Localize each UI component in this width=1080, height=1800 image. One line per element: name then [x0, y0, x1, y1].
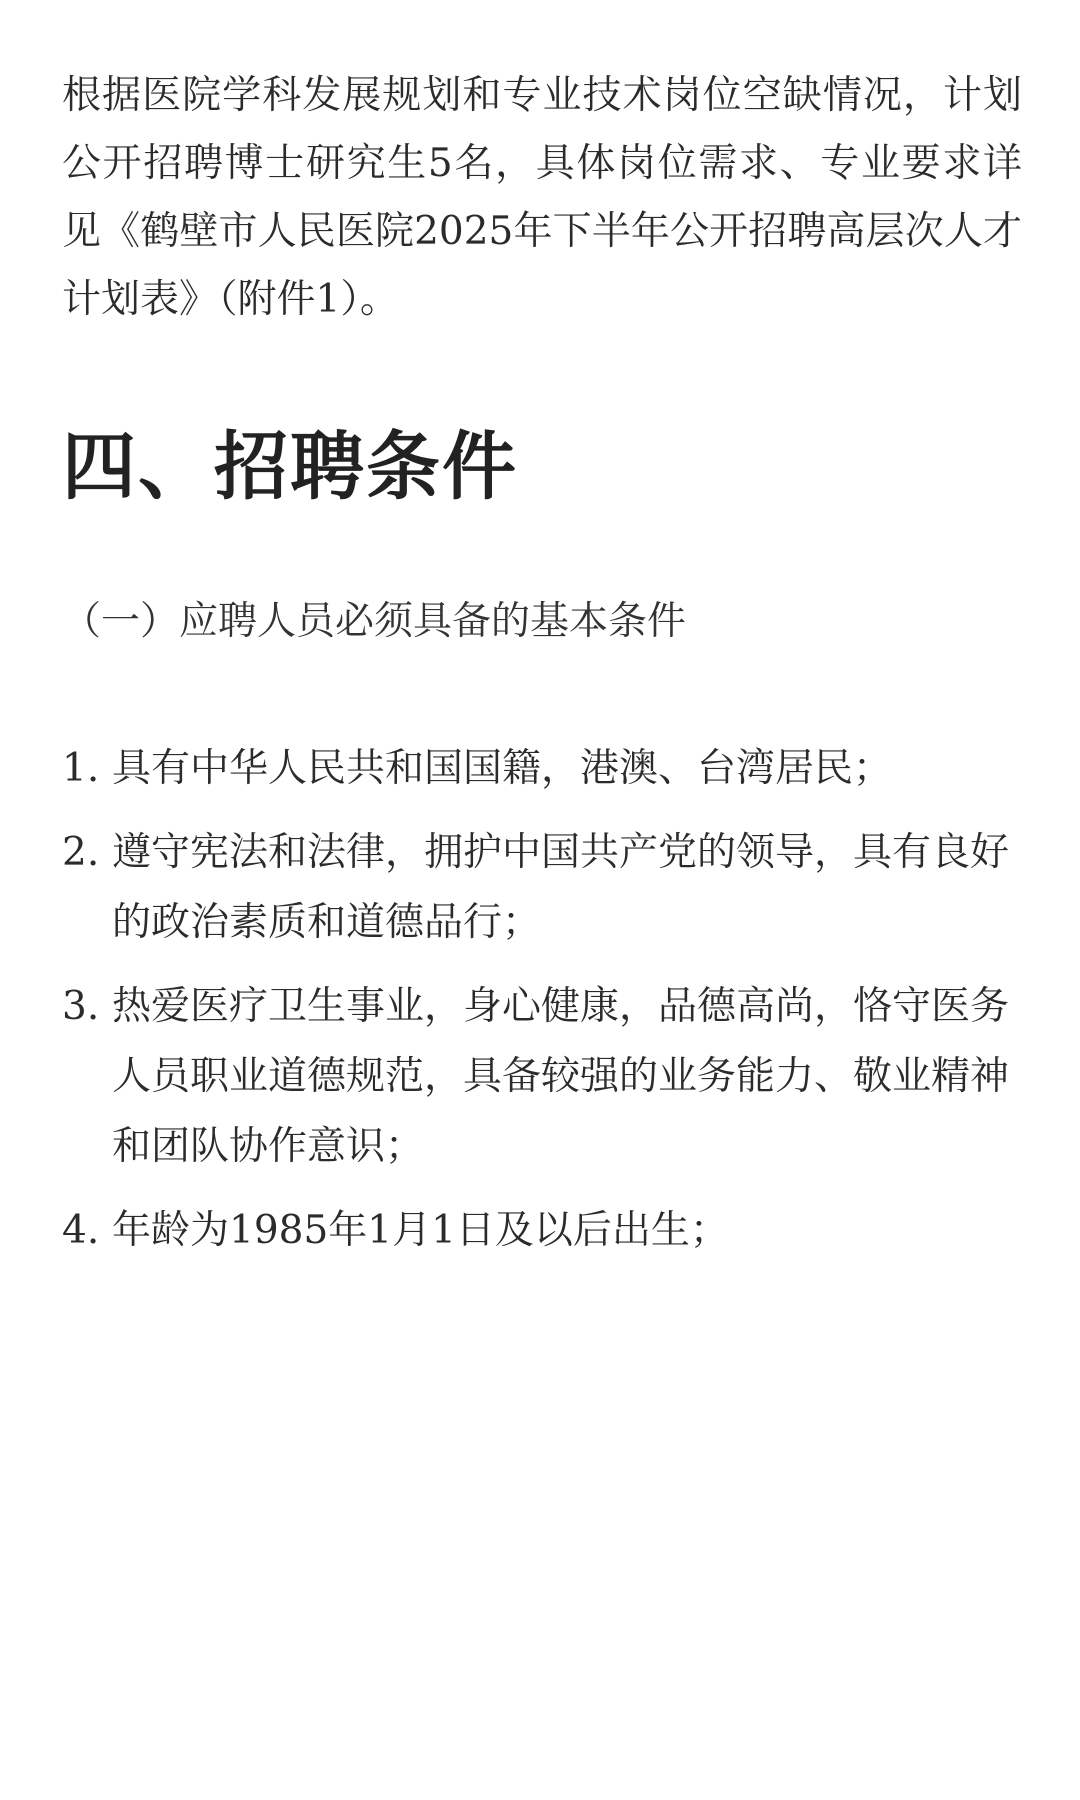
intro-paragraph: 根据医院学科发展规划和专业技术岗位空缺情况，计划公开招聘博士研究生5名，具体岗位需求、专业要求详见《鹤壁市人民医院2025年下半年公开招聘高层次人才计划表》（附件1）。 [62, 73, 1022, 322]
list-item [62, 1196, 1022, 1266]
list-item-number: 1. [62, 746, 100, 791]
article-body [62, 62, 1022, 1280]
subsection-heading: （一）应聘人员必须具备的基本条件 [62, 599, 687, 644]
list-item-number: 2. [62, 830, 100, 875]
list-item-text: 遵守宪法和法律，拥护中国共产党的领导，具有良好的政治素质和道德品行； [112, 830, 1010, 945]
list-item [62, 818, 1022, 958]
list-item-number: 3. [62, 984, 100, 1029]
list-item [62, 972, 1022, 1182]
list-item-number: 4. [62, 1208, 100, 1253]
list-item [62, 734, 1022, 804]
list-item-text: 热爱医疗卫生事业，身心健康，品德高尚，恪守医务人员职业道德规范，具备较强的业务能力、敬业精神和团队协作意识； [112, 984, 1010, 1169]
list-item-text: 年龄为1985年1月1日及以后出生； [112, 1208, 729, 1253]
list-item-text: 具有中华人民共和国国籍，港澳、台湾居民； [112, 746, 893, 791]
requirements-list [62, 734, 1022, 1266]
section-heading: 四、招聘条件 [62, 424, 518, 510]
